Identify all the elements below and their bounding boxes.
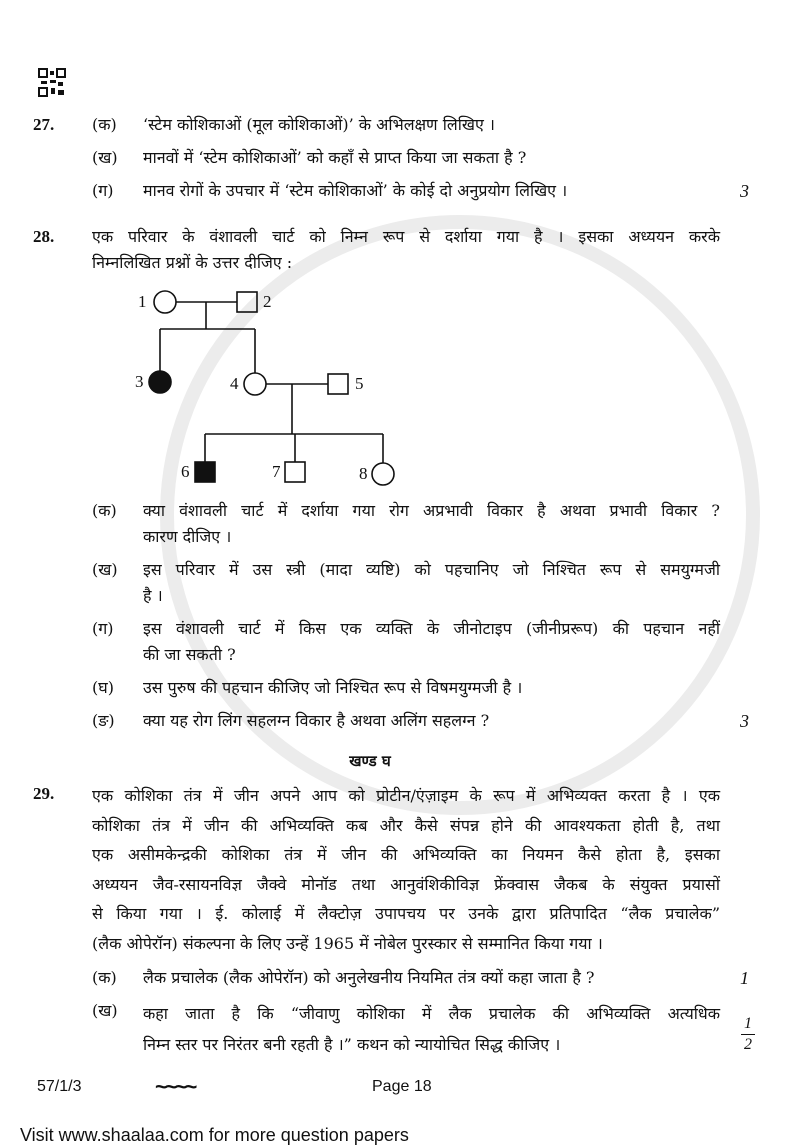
question-text: अध्ययन जैव-रसायनविज्ञ जैक्वे मोनॉड तथा आनुवंशिकीविज्ञ फ्रेंक्वास जैकब के संयुक्त प्रयासों — [92, 874, 720, 894]
question-number: 27. — [33, 115, 55, 134]
question-text: कहा जाता है कि “जीवाणु कोशिका में लैक प्रचालेक की अभिव्यक्ति अत्यधिक — [143, 1004, 720, 1023]
marks: 3 — [740, 711, 749, 731]
part-label: (ख) — [92, 560, 118, 579]
page-footer — [0, 1074, 800, 1100]
question-text: निम्न स्तर पर निरंतर बनी रहती है ।” कथन को न्यायोचित सिद्ध कीजिए । — [143, 1035, 561, 1054]
part-label: (क) — [92, 968, 117, 987]
individual-2-male — [237, 292, 257, 312]
pedigree-drawing — [120, 284, 420, 494]
marks-numerator: 1 — [744, 1015, 752, 1032]
section-heading: खण्ड घ — [349, 752, 391, 770]
individual-4-female — [244, 373, 266, 395]
question-28-part-c — [0, 616, 800, 668]
marks: 3 — [740, 181, 749, 201]
question-text: है । — [143, 586, 163, 605]
marks: 1 — [740, 968, 749, 988]
pedigree-label: 1 — [138, 292, 147, 311]
marks-denominator: 2 — [744, 1036, 752, 1053]
question-28-intro — [0, 224, 800, 276]
paper-code: 57/1/3 — [37, 1078, 82, 1095]
page-number: Page 18 — [372, 1078, 432, 1095]
question-text: इस परिवार में उस स्त्री (मादा व्यष्टि) को पहचानिए जो निश्चित रूप से समयुग्मजी — [143, 560, 720, 579]
part-label: (ख) — [92, 148, 118, 167]
part-label: (घ) — [92, 678, 114, 697]
question-text: कारण दीजिए । — [143, 527, 232, 546]
visit-link[interactable]: Visit www.shaalaa.com for more question papers — [20, 1125, 409, 1145]
question-text: लैक प्रचालेक (लैक ओपेरॉन) को अनुलेखनीय नियमित तंत्र क्यों कहा जाता है ? — [143, 968, 595, 987]
question-text: कोशिका तंत्र में जीन की अभिव्यक्ति कब और कैसे संपन्न होने की आवश्यकता होती है, तथा — [92, 815, 720, 835]
question-text: उस पुरुष की पहचान कीजिए जो निश्चित रूप से विषमयुग्मजी है । — [143, 678, 523, 697]
question-text: से किया गया । ई. कोलाई में लैक्टोज़ उपापचय पर उनके द्वारा प्रतिपादित “लैक प्रचालेक” — [92, 904, 720, 923]
pedigree-label: 8 — [359, 464, 368, 483]
marks-fraction — [740, 1014, 756, 1055]
question-text: की जा सकती ? — [143, 645, 236, 664]
part-label: (ङ) — [92, 711, 115, 730]
question-27-part-b — [0, 145, 800, 171]
individual-5-male — [328, 374, 348, 394]
question-text: (लैक ओपेरॉन) संकल्पना के लिए उन्हें 1965 में नोबेल पुरस्कार से सम्मानित किया गया । — [92, 933, 603, 953]
pedigree-label: 3 — [135, 372, 144, 391]
part-label: (ग) — [92, 619, 114, 638]
question-29-part-a — [0, 965, 800, 991]
question-number: 28. — [33, 227, 55, 246]
individual-8-female — [372, 463, 394, 485]
question-text: क्या यह रोग लिंग सहलग्न विकार है अथवा अलिंग सहलग्न ? — [143, 711, 490, 730]
question-text: क्या वंशावली चार्ट में दर्शाया गया रोग अप्रभावी विकार है अथवा प्रभावी विकार ? — [143, 501, 720, 520]
question-number: 29. — [33, 784, 55, 803]
question-27-part-c — [0, 178, 800, 204]
question-27-part-a — [0, 112, 800, 138]
question-text: एक परिवार के वंशावली चार्ट को निम्न रूप से दर्शाया गया है । इसका अध्ययन करके — [92, 227, 720, 246]
question-text: इस वंशावली चार्ट में किस एक व्यक्ति के जीनोटाइप (जीनीप्ररूप) की पहचान नहीं — [143, 619, 720, 638]
pedigree-label: 4 — [230, 374, 239, 393]
individual-3-affected-female — [149, 371, 171, 393]
part-label: (ख) — [92, 1001, 118, 1020]
individual-6-affected-male — [195, 462, 215, 482]
part-label: (ग) — [92, 181, 114, 200]
question-28-part-a — [0, 498, 800, 550]
pedigree-label: 6 — [181, 462, 190, 481]
question-28-part-d — [0, 675, 800, 701]
question-text: ‘स्टेम कोशिकाओं (मूल कोशिकाओं)’ के अभिलक्षण लिखिए । — [143, 115, 495, 134]
question-28-part-e — [0, 708, 800, 734]
pedigree-chart — [0, 284, 420, 494]
question-29-part-b — [0, 998, 800, 1060]
question-text: मानवों में ‘स्टेम कोशिकाओं’ को कहाँ से प्राप्त किया जा सकता है ? — [143, 148, 527, 167]
question-29-passage — [0, 781, 800, 958]
question-28-part-b — [0, 557, 800, 609]
question-text: निम्नलिखित प्रश्नों के उत्तर दीजिए : — [92, 253, 293, 272]
pedigree-label: 5 — [355, 374, 364, 393]
question-text: मानव रोगों के उपचार में ‘स्टेम कोशिकाओं’ के कोई दो अनुप्रयोग लिखिए । — [143, 181, 568, 200]
individual-7-male — [285, 462, 305, 482]
part-label: (क) — [92, 115, 117, 134]
pedigree-label: 2 — [263, 292, 272, 311]
individual-1-female — [154, 291, 176, 313]
part-label: (क) — [92, 501, 117, 520]
wave-decoration: ~~~~ — [155, 1074, 195, 1099]
pedigree-label: 7 — [272, 462, 281, 481]
question-text: एक कोशिका तंत्र में जीन अपने आप को प्रोटीन/एंज़ाइम के रूप में अभिव्यक्त करता है । एक — [92, 786, 720, 805]
question-text: एक असीमकेन्द्रकी कोशिका तंत्र में जीन की अभिव्यक्ति का नियमन कैसे होता है, इसका — [92, 845, 720, 864]
